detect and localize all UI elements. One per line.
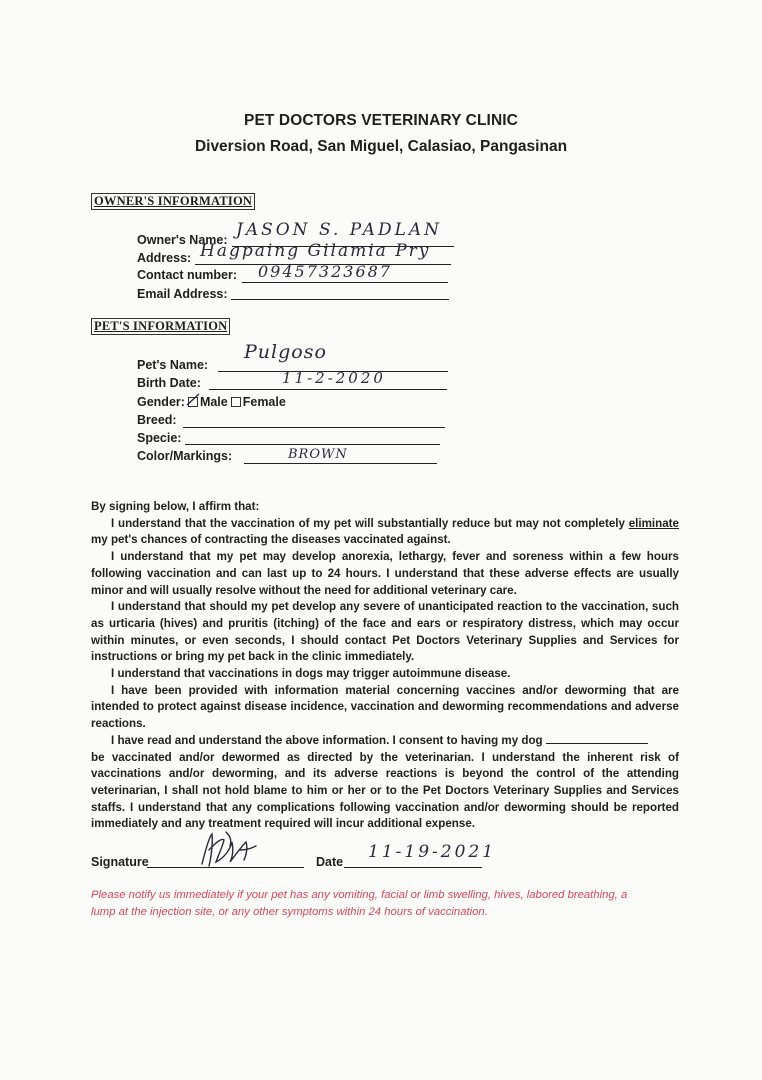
- consent-p4: I understand that vaccinations in dogs may trigger autoimmune disease.: [111, 667, 511, 681]
- female-checkbox[interactable]: [231, 397, 241, 407]
- pet-section-title: PET'S INFORMATION: [91, 318, 230, 335]
- date-value[interactable]: 11-19-2021: [368, 842, 497, 862]
- pet-breed-line[interactable]: [183, 427, 445, 428]
- male-checkbox[interactable]: [188, 397, 198, 407]
- clinic-address: Diversion Road, San Miguel, Calasiao, Pangasinan: [194, 138, 568, 155]
- consent-p1-rest: my pet's chances of contracting the diseases vaccinated against.: [91, 533, 451, 547]
- male-option-label: Male: [199, 395, 228, 409]
- female-option-label: Female: [242, 395, 286, 409]
- pet-breed-label: Breed:: [137, 413, 177, 427]
- vaccination-notice: Please notify us immediately if your pet has any vomiting, facial or limb swelling, hives, labored breathing, a lump at the injection site, or any other symptoms within 24 hours of vaccination.: [91, 889, 628, 918]
- consent-p3: I understand that should my pet develop any severe of unanticipated reaction to the vaccination, such as urticaria (hives) and pruritis (itching) of the face and ears or respiratory distress, which may occur within minutes, or even seconds, I should contact Pet Doctors Veterinary Supplies and Services for instructions or bring my pet back in the clinic immediately.: [91, 600, 679, 664]
- checkmark-icon: [186, 393, 200, 407]
- pet-birthdate-label: Birth Date:: [137, 376, 201, 390]
- consent-text: [91, 499, 679, 833]
- signature-scribble: [196, 828, 260, 872]
- owner-contact-line[interactable]: [242, 282, 448, 283]
- pet-color-value[interactable]: BROWN: [288, 447, 348, 462]
- consent-p6-lead: I have read and understand the above information. I consent to having my dog: [111, 733, 543, 747]
- consent-p6-rest: be vaccinated and/or dewormed as directed by the veterinarian. I understand the inherent risk of vaccinations and/or deworming, and its adverse reactions is beyond the control of the attending veterinarian, I shall not hold blame to him or her or to the Pet Doctors Veterinary Supplies and Services staffs. I understand that any complications following vaccination and/or deworming should be reported immediately and any treatment required will incur additional expense.: [91, 750, 679, 831]
- consent-p5: I have been provided with information material concerning vaccines and/or deworming that are intended to protect against disease incidence, vaccination and deworming recommendations and adverse reactions.: [91, 683, 679, 731]
- dog-name-blank[interactable]: [546, 733, 648, 744]
- consent-p2: I understand that my pet may develop anorexia, lethargy, fever and soreness within a few hours following vaccination and can last up to 24 hours. I understand that these adverse effects are usually minor and will usually resolve without the need for additional veterinary care.: [91, 550, 679, 597]
- consent-p1-lead: I understand that the vaccination of my pet will substantially reduce but may not completely: [111, 516, 625, 530]
- owner-section-title: OWNER'S INFORMATION: [91, 193, 255, 210]
- pet-gender-label: Gender:: [137, 395, 185, 409]
- owner-contact-label: Contact number:: [137, 268, 237, 282]
- owner-name-value[interactable]: JASON S. PADLAN: [236, 220, 443, 240]
- pet-name-value[interactable]: Pulgoso: [244, 341, 327, 363]
- date-label: Date: [316, 855, 344, 869]
- consent-p6: [91, 733, 679, 750]
- pet-name-label: Pet's Name:: [137, 358, 209, 372]
- pet-gender-row: [137, 395, 286, 410]
- signature-label: Signature: [91, 855, 149, 869]
- pet-color-label: Color/Markings:: [137, 449, 233, 463]
- owner-email-line[interactable]: [231, 299, 449, 300]
- owner-address-label: Address:: [137, 251, 192, 265]
- owner-email-label: Email Address:: [137, 287, 228, 301]
- consent-p1-underlined: eliminate: [628, 516, 679, 530]
- pet-color-line[interactable]: [244, 463, 437, 464]
- clinic-name: PET DOCTORS VETERINARY CLINIC: [244, 112, 518, 129]
- pet-birthdate-line[interactable]: [209, 389, 447, 390]
- consent-intro: By signing below, I affirm that:: [91, 500, 260, 513]
- pet-specie-label: Specie:: [137, 431, 182, 445]
- date-line[interactable]: [344, 867, 482, 868]
- pet-specie-line[interactable]: [185, 444, 440, 445]
- pet-birthdate-value[interactable]: 11-2-2020: [282, 369, 386, 387]
- owner-contact-value[interactable]: 09457323687: [258, 262, 392, 281]
- owner-address-value[interactable]: Hagpaing Gilamia Pry: [200, 241, 431, 261]
- owner-name-label: Owner's Name:: [137, 233, 228, 247]
- consent-p1: [91, 516, 679, 549]
